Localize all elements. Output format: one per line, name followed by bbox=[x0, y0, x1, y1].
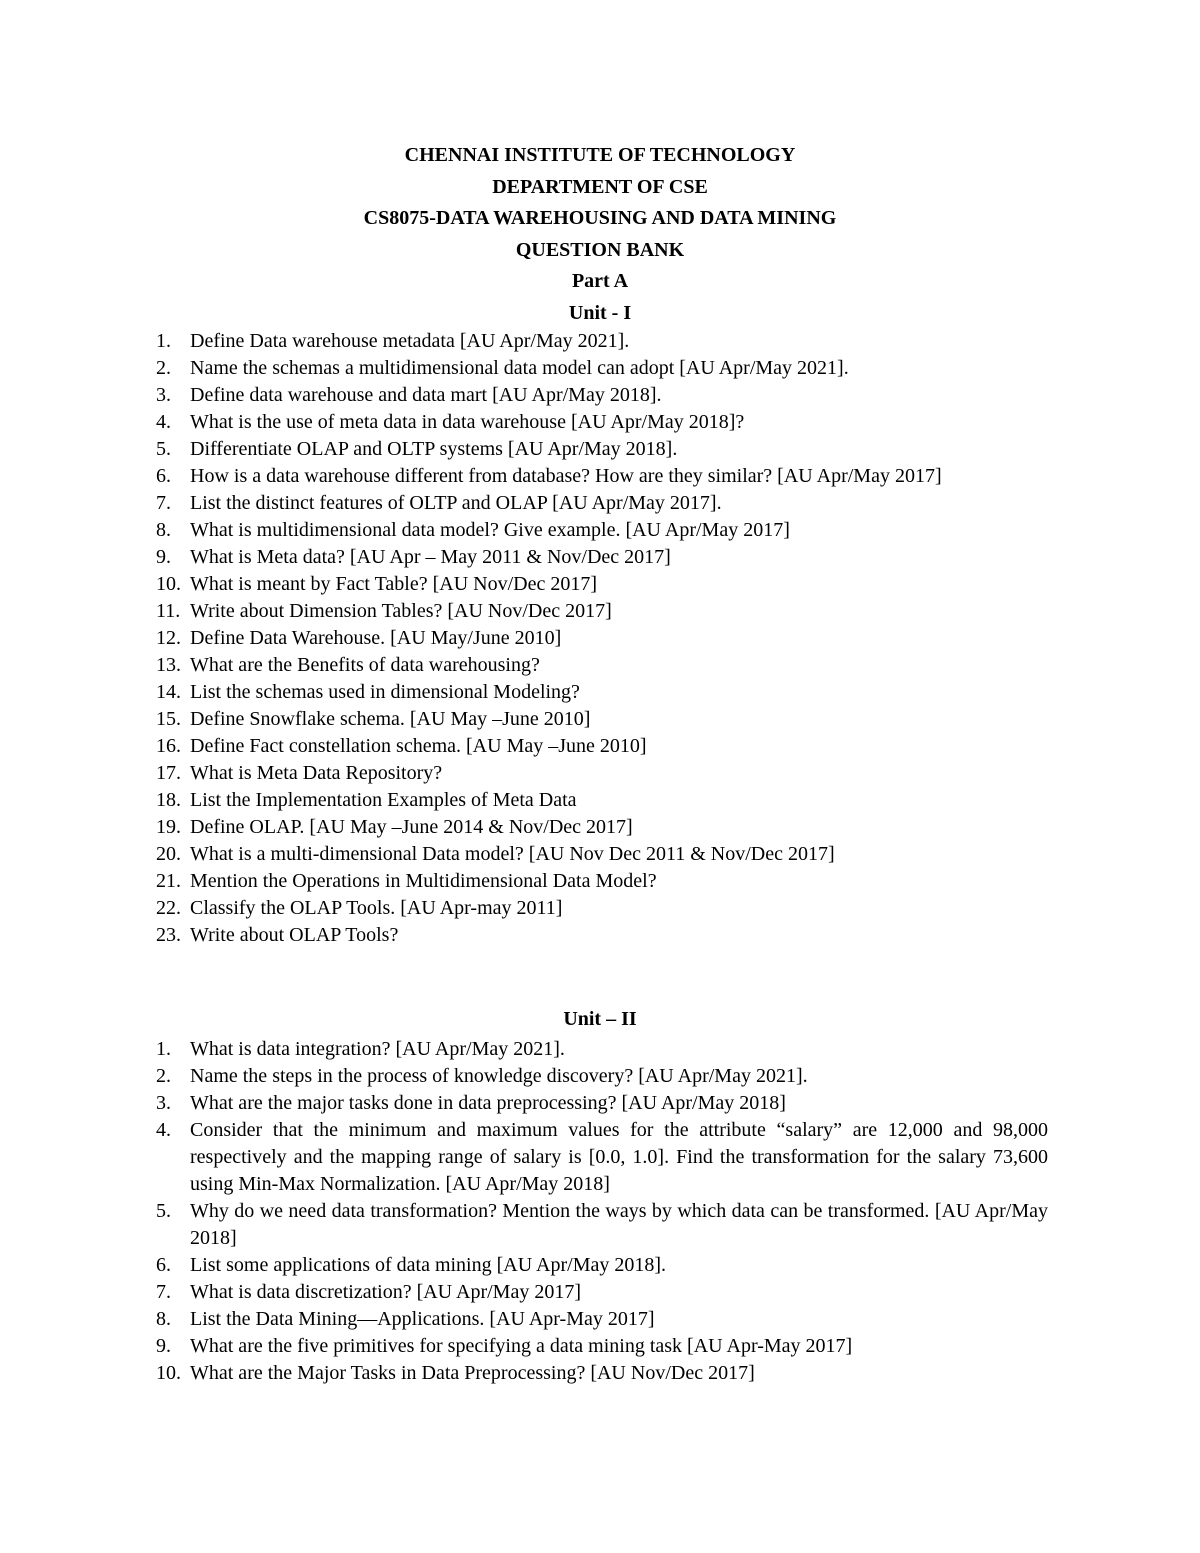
unit-1-question-list bbox=[156, 328, 1048, 949]
question-item bbox=[156, 1306, 1048, 1333]
question-text: Name the steps in the process of knowledge discovery? [AU Apr/May 2021]. bbox=[190, 1065, 808, 1087]
question-item bbox=[156, 1090, 1048, 1117]
question-item bbox=[156, 787, 1048, 814]
question-item bbox=[156, 868, 1048, 895]
question-item bbox=[156, 409, 1048, 436]
question-text: List some applications of data mining [AU Apr/May 2018]. bbox=[190, 1254, 667, 1276]
question-text: Why do we need data transformation? Mention the ways by which data can be transformed. [AU Apr/May 2018] bbox=[190, 1200, 1048, 1249]
question-number: 9. bbox=[156, 1335, 171, 1357]
question-number: 21. bbox=[156, 870, 181, 892]
question-item bbox=[156, 382, 1048, 409]
question-number: 3. bbox=[156, 1092, 171, 1114]
unit-2-heading: Unit – II bbox=[563, 1008, 637, 1030]
question-item bbox=[156, 652, 1048, 679]
question-text: List the distinct features of OLTP and OLAP [AU Apr/May 2017]. bbox=[190, 492, 722, 514]
question-text: Define Snowflake schema. [AU May –June 2010] bbox=[190, 708, 591, 730]
question-item bbox=[156, 490, 1048, 517]
question-text: What are the major tasks done in data preprocessing? [AU Apr/May 2018] bbox=[190, 1092, 786, 1114]
question-number: 13. bbox=[156, 654, 181, 676]
question-number: 18. bbox=[156, 789, 181, 811]
question-number: 6. bbox=[156, 1254, 171, 1276]
question-number: 10. bbox=[156, 573, 181, 595]
document-title: QUESTION BANK bbox=[515, 238, 685, 261]
question-item bbox=[156, 814, 1048, 841]
question-number: 8. bbox=[156, 1308, 171, 1330]
question-number: 23. bbox=[156, 924, 181, 946]
question-number: 8. bbox=[156, 519, 171, 541]
question-item bbox=[156, 355, 1048, 382]
question-text: How is a data warehouse different from database? How are they similar? [AU Apr/May 2017] bbox=[190, 465, 942, 487]
question-item bbox=[156, 895, 1048, 922]
question-text: Define Fact constellation schema. [AU May –June 2010] bbox=[190, 735, 647, 757]
question-number: 17. bbox=[156, 762, 181, 784]
course-title: CS8075-DATA WAREHOUSING AND DATA MINING bbox=[363, 207, 837, 229]
question-text: What is a multi-dimensional Data model? [AU Nov Dec 2011 & Nov/Dec 2017] bbox=[190, 843, 835, 865]
institute-name: CHENNAI INSTITUTE OF TECHNOLOGY bbox=[404, 144, 796, 166]
department-name: DEPARTMENT OF CSE bbox=[492, 175, 708, 198]
question-number: 6. bbox=[156, 465, 171, 487]
question-item bbox=[156, 1360, 1048, 1387]
question-number: 5. bbox=[156, 1200, 171, 1222]
question-text: Name the schemas a multidimensional data model can adopt [AU Apr/May 2021]. bbox=[190, 357, 849, 379]
question-number: 5. bbox=[156, 438, 171, 460]
question-text: What is the use of meta data in data warehouse [AU Apr/May 2018]? bbox=[190, 411, 745, 433]
question-item bbox=[156, 517, 1048, 544]
question-item bbox=[156, 1198, 1048, 1252]
question-number: 11. bbox=[156, 600, 181, 622]
question-item bbox=[156, 1279, 1048, 1306]
question-item bbox=[156, 679, 1048, 706]
question-number: 10. bbox=[156, 1362, 181, 1384]
question-item bbox=[156, 1333, 1048, 1360]
question-text: List the Implementation Examples of Meta Data bbox=[190, 789, 577, 811]
question-item bbox=[156, 571, 1048, 598]
unit-2-question-list bbox=[156, 1036, 1048, 1387]
question-number: 4. bbox=[156, 1119, 171, 1141]
question-number: 2. bbox=[156, 357, 171, 379]
question-item bbox=[156, 463, 1048, 490]
question-text: Write about Dimension Tables? [AU Nov/Dec 2017] bbox=[190, 600, 612, 622]
document-header bbox=[0, 140, 1200, 329]
question-number: 7. bbox=[156, 1281, 171, 1303]
question-number: 9. bbox=[156, 546, 171, 568]
question-text: List the schemas used in dimensional Modeling? bbox=[190, 681, 580, 703]
question-text: What are the five primitives for specifying a data mining task [AU Apr-May 2017] bbox=[190, 1335, 853, 1357]
question-number: 3. bbox=[156, 384, 171, 406]
question-text: Define data warehouse and data mart [AU Apr/May 2018]. bbox=[190, 384, 662, 406]
question-text: What is data integration? [AU Apr/May 2021]. bbox=[190, 1038, 565, 1060]
question-text: What is meant by Fact Table? [AU Nov/Dec 2017] bbox=[190, 573, 598, 595]
question-text: Consider that the minimum and maximum values for the attribute “salary” are 12,000 and 98,000 respectively and the mapping range of salary is [0.0, 1.0]. Find the transformation for the salary 73,600 using Min-Max Normalization. [AU Apr/May 2018] bbox=[190, 1119, 1048, 1195]
question-number: 12. bbox=[156, 627, 181, 649]
question-item bbox=[156, 1252, 1048, 1279]
question-number: 22. bbox=[156, 897, 181, 919]
question-item bbox=[156, 760, 1048, 787]
question-text: What are the Benefits of data warehousing? bbox=[190, 654, 540, 676]
question-number: 7. bbox=[156, 492, 171, 514]
question-number: 16. bbox=[156, 735, 181, 757]
question-item bbox=[156, 1063, 1048, 1090]
question-text: List the Data Mining—Applications. [AU Apr-May 2017] bbox=[190, 1308, 655, 1330]
question-text: What is Meta data? [AU Apr – May 2011 & Nov/Dec 2017] bbox=[190, 546, 671, 568]
question-text: Mention the Operations in Multidimensional Data Model? bbox=[190, 870, 657, 892]
question-number: 20. bbox=[156, 843, 181, 865]
question-text: Classify the OLAP Tools. [AU Apr-may 2011] bbox=[190, 897, 563, 919]
question-number: 14. bbox=[156, 681, 181, 703]
question-number: 1. bbox=[156, 1038, 171, 1060]
question-text: Define OLAP. [AU May –June 2014 & Nov/Dec 2017] bbox=[190, 816, 633, 838]
question-number: 1. bbox=[156, 330, 171, 352]
question-item bbox=[156, 841, 1048, 868]
unit-1-heading: Unit - I bbox=[568, 301, 632, 324]
question-number: 19. bbox=[156, 816, 181, 838]
question-text: Write about OLAP Tools? bbox=[190, 924, 399, 946]
question-text: What is Meta Data Repository? bbox=[190, 762, 443, 784]
question-number: 2. bbox=[156, 1065, 171, 1087]
question-text: What is data discretization? [AU Apr/May 2017] bbox=[190, 1281, 581, 1303]
question-item bbox=[156, 1117, 1048, 1198]
question-item bbox=[156, 922, 1048, 949]
question-item bbox=[156, 328, 1048, 355]
question-number: 15. bbox=[156, 708, 181, 730]
question-text: What are the Major Tasks in Data Preprocessing? [AU Nov/Dec 2017] bbox=[190, 1362, 755, 1384]
question-item bbox=[156, 1036, 1048, 1063]
question-item bbox=[156, 544, 1048, 571]
question-item bbox=[156, 706, 1048, 733]
question-text: Define Data Warehouse. [AU May/June 2010] bbox=[190, 627, 562, 649]
question-item bbox=[156, 436, 1048, 463]
question-number: 4. bbox=[156, 411, 171, 433]
question-text: Define Data warehouse metadata [AU Apr/May 2021]. bbox=[190, 330, 630, 352]
question-item bbox=[156, 598, 1048, 625]
question-text: What is multidimensional data model? Give example. [AU Apr/May 2017] bbox=[190, 519, 790, 541]
part-heading: Part A bbox=[571, 270, 629, 292]
question-item bbox=[156, 625, 1048, 652]
question-text: Differentiate OLAP and OLTP systems [AU Apr/May 2018]. bbox=[190, 438, 678, 460]
question-item bbox=[156, 733, 1048, 760]
